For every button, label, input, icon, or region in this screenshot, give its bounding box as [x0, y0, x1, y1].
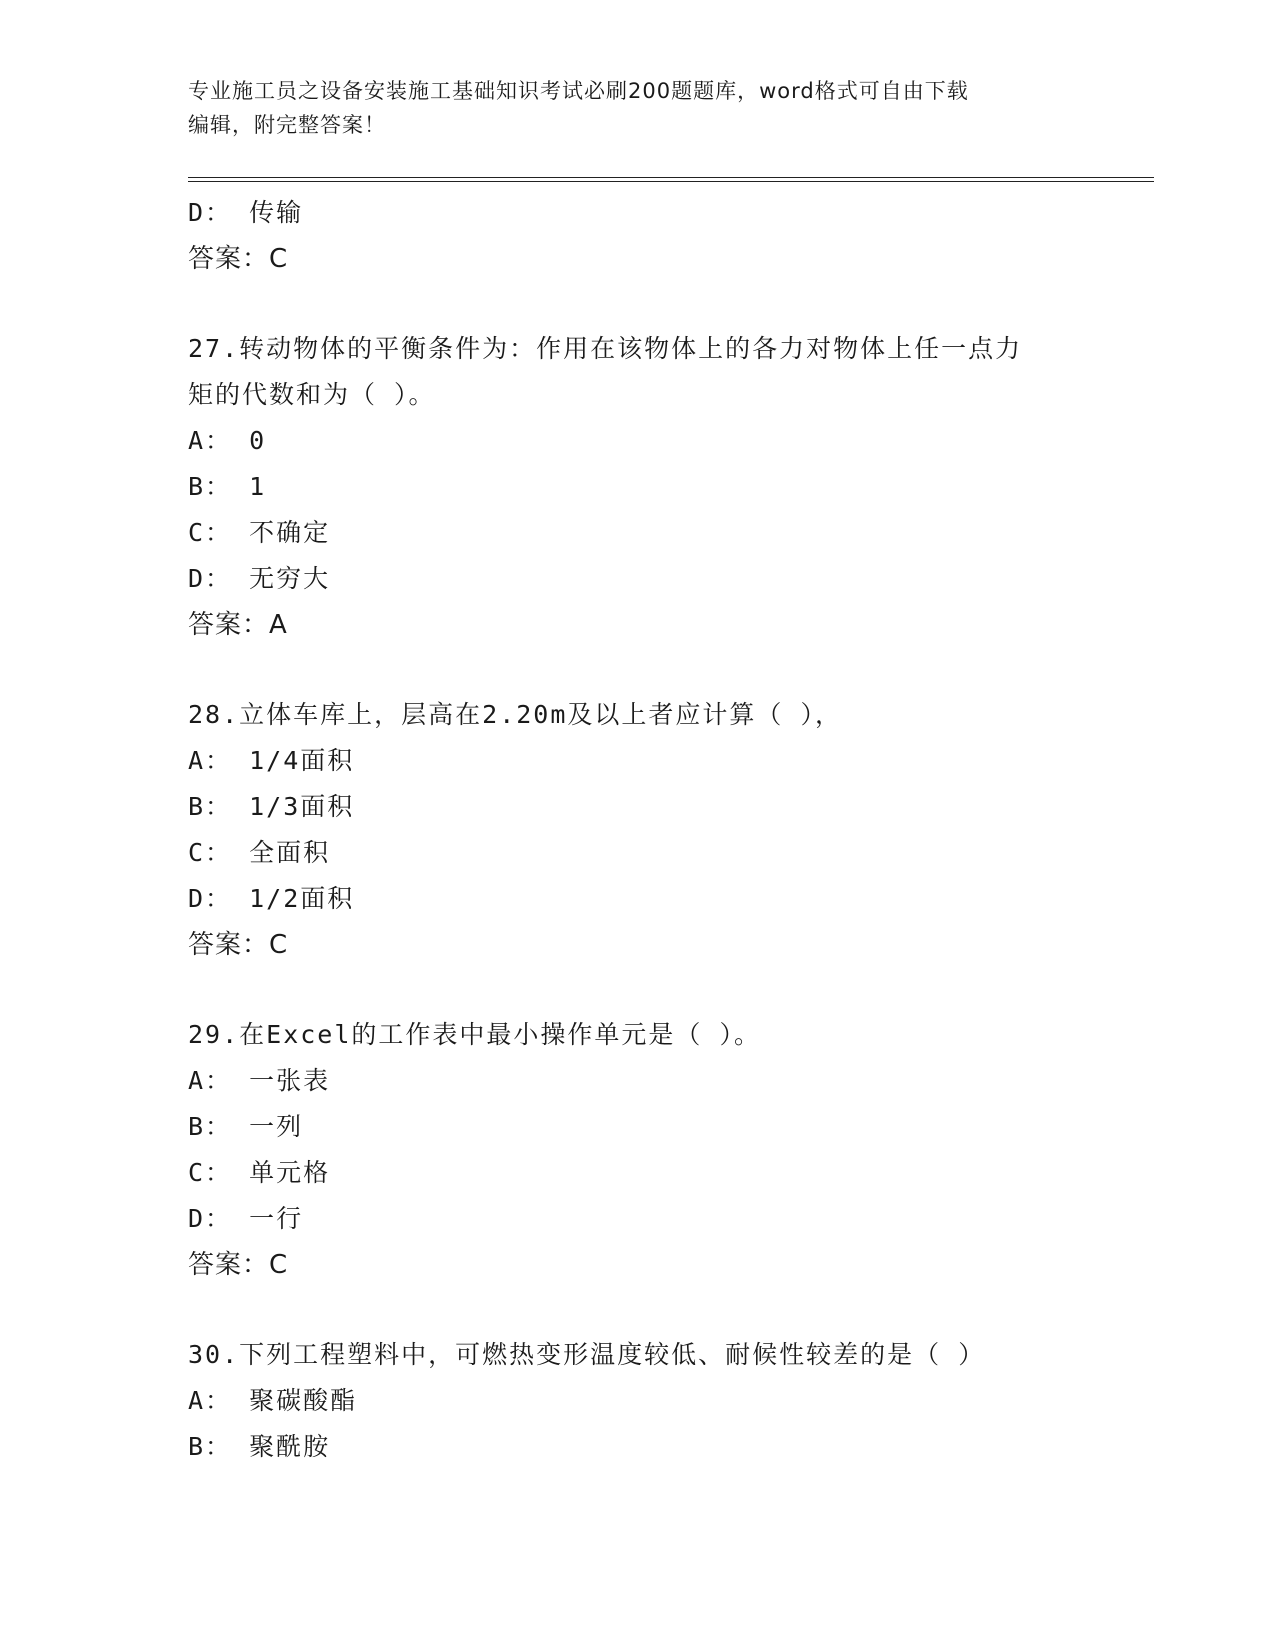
spacer [188, 1288, 1088, 1332]
question-29 [188, 1012, 1088, 1288]
answer: 答案：C [188, 244, 289, 274]
spacer [188, 968, 1088, 1012]
answer: 答案：A [188, 610, 288, 640]
question-stem: 27.转动物体的平衡条件为：作用在该物体上的各力对物体上任一点力 [188, 334, 1023, 363]
answer: 答案：C [188, 1250, 289, 1280]
option-a: A： 一张表 [188, 1066, 331, 1095]
option-c: C： 不确定 [188, 518, 331, 547]
question-list [188, 190, 1088, 1470]
header-title-line-2: 编辑，附完整答案！ [188, 113, 386, 137]
option-d: D： 一行 [188, 1204, 304, 1233]
option-a: A： 1/4面积 [188, 746, 355, 775]
option-b: B： 一列 [188, 1112, 304, 1141]
document-header [188, 74, 1088, 142]
option-a: A： 0 [188, 426, 267, 455]
spacer [188, 648, 1088, 692]
option-d: D： 无穷大 [188, 564, 331, 593]
header-divider [188, 177, 1154, 182]
option-d: D： 传输 [188, 198, 304, 227]
question-stem: 29.在Excel的工作表中最小操作单元是（ ）。 [188, 1020, 761, 1049]
option-c: C： 全面积 [188, 838, 331, 867]
option-b: B： 1 [188, 472, 267, 501]
option-b: B： 聚酰胺 [188, 1432, 331, 1461]
question-27 [188, 326, 1088, 648]
header-title-line-1: 专业施工员之设备安装施工基础知识考试必刷200题题库，word格式可自由下载 [188, 79, 969, 103]
answer: 答案：C [188, 930, 289, 960]
option-b: B： 1/3面积 [188, 792, 355, 821]
option-c: C： 单元格 [188, 1158, 331, 1187]
question-stem-continued: 矩的代数和为（ ）。 [188, 380, 436, 409]
question-28 [188, 692, 1088, 968]
question-stem: 30.下列工程塑料中，可燃热变形温度较低、耐候性较差的是（ ） [188, 1340, 986, 1369]
option-a: A： 聚碳酸酯 [188, 1386, 358, 1415]
question-stem: 28.立体车库上，层高在2.20m及以上者应计算（ ）， [188, 700, 842, 729]
spacer [188, 282, 1088, 326]
option-d: D： 1/2面积 [188, 884, 355, 913]
question-30 [188, 1332, 1088, 1470]
